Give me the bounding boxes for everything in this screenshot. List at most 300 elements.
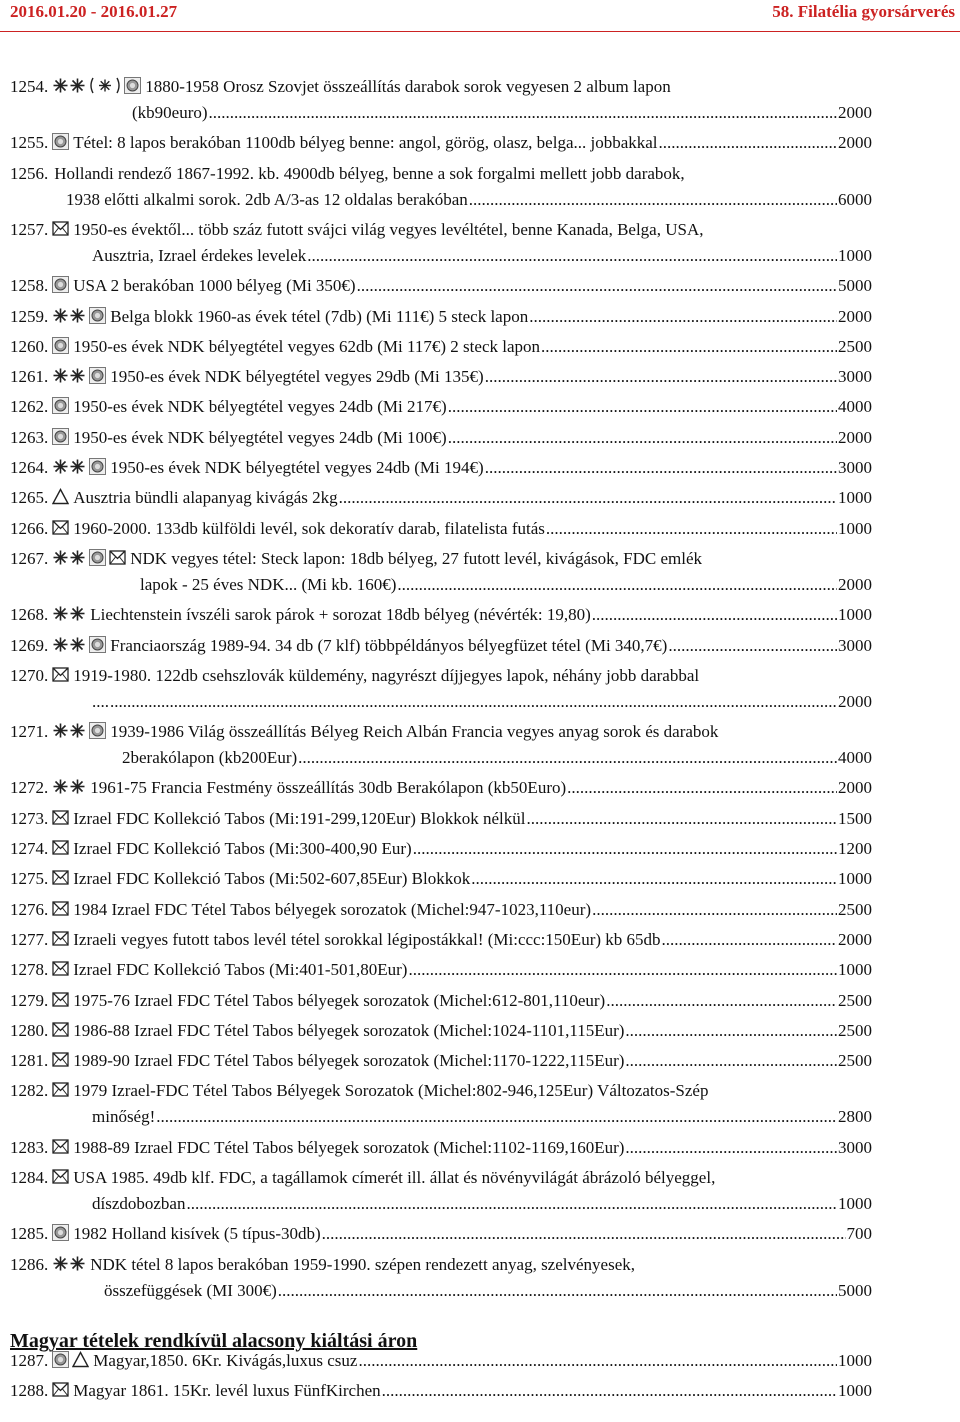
lot-number: 1265. [10, 488, 49, 508]
dot-leader [382, 1378, 837, 1404]
cover-icon [52, 869, 69, 886]
lot-number: 1276. [10, 899, 49, 919]
lot-number: 1263. [10, 427, 49, 447]
lot-description-end: minőség! [92, 1107, 156, 1127]
lot-description-end: (kb90euro) [132, 103, 208, 122]
lot-entry [10, 304, 872, 330]
lot-entry [10, 485, 872, 511]
lot-continuation-line [10, 572, 872, 598]
lot-price: 3000 [838, 1137, 872, 1157]
used-icon [89, 367, 106, 384]
lot-price: 1200 [838, 839, 872, 858]
lot-number: 1286. [10, 1254, 49, 1274]
lot-number: 1287. [10, 1350, 49, 1370]
lot-description-end: 1950-es évek NDK bélyegtétel vegyes 24db (Mi 100€) [73, 427, 447, 447]
lot-entry [10, 217, 872, 269]
lot-first-line [10, 394, 872, 420]
lot-description-end: összefüggések (MI 300€) [104, 1280, 277, 1300]
lot-entry [10, 1018, 872, 1044]
mnh-icon [52, 778, 86, 795]
dot-leader [110, 689, 837, 715]
lot-condition-icons [52, 276, 69, 293]
lot-first-line [10, 516, 872, 542]
lot-first-line [10, 927, 872, 953]
lot-number: 1270. [10, 665, 49, 685]
lot-description: NDK tétel 8 lapos berakóban 1959-1990. szépen rendezett anyag, szelvényesek, [90, 1254, 635, 1274]
lot-number: 1288. [10, 1381, 49, 1401]
lot-condition-icons [52, 605, 86, 622]
lot-entry [10, 394, 872, 420]
dot-leader [358, 1348, 837, 1374]
lot-price: 1000 [838, 605, 872, 625]
lot-condition-icons [52, 397, 69, 414]
lot-description-end: Belga blokk 1960-as évek tétel (7db) (Mi 111€) 5 steck lapon [110, 306, 529, 326]
dot-leader [567, 775, 837, 801]
lot-condition-icons [52, 1351, 89, 1368]
lot-description-end: lapok - 25 éves NDK... (Mi kb. 160€) [140, 574, 397, 594]
mnh-icon [52, 307, 86, 324]
lot-entry [10, 836, 872, 862]
lot-description-end: Izrael FDC Kollekció Tabos (Mi:191-299,120Eur) Blokkok nélkül [73, 808, 526, 828]
dot-leader [485, 455, 837, 481]
lot-number: 1255. [10, 133, 49, 153]
lot-entry [10, 1252, 872, 1304]
lot-number: 1285. [10, 1224, 49, 1244]
lot-price: 1000 [838, 245, 872, 265]
lot-first-line [10, 1018, 872, 1044]
lot-first-line [10, 897, 872, 923]
lot-entry [10, 719, 872, 771]
lot-price: 5000 [838, 276, 872, 296]
lot-price: 2500 [838, 1051, 872, 1071]
lot-entry [10, 1048, 872, 1074]
used-icon [52, 276, 69, 293]
dot-leader [606, 988, 837, 1014]
lot-condition-icons [52, 666, 69, 683]
dot-leader [625, 1018, 837, 1044]
lot-price: 2000 [838, 103, 872, 122]
lot-number: 1262. [10, 397, 49, 417]
lot-number: 1257. [10, 219, 49, 239]
mnh-icon [52, 458, 86, 475]
header-title: 58. Filatélia gyorsárverés [772, 2, 955, 21]
lot-first-line [10, 455, 872, 481]
used-icon [52, 1351, 69, 1368]
lot-price: 2000 [838, 133, 872, 153]
lot-number: 1282. [10, 1081, 49, 1101]
cover-icon [52, 1051, 69, 1068]
lot-price: 1000 [838, 1194, 872, 1213]
lot-description-end: Izrael FDC Kollekció Tabos (Mi:502-607,85Eur) Blokkok [73, 869, 471, 889]
lot-entry [10, 1221, 872, 1247]
lot-first-line [10, 1135, 872, 1161]
lot-entry [10, 74, 872, 126]
lot-first-line [10, 485, 872, 511]
lot-price: 1000 [838, 1350, 872, 1370]
lot-price: 6000 [838, 189, 872, 209]
lot-price: 2500 [838, 1020, 872, 1040]
cover-icon [52, 930, 69, 947]
lot-entry [10, 775, 872, 801]
cover-icon [109, 549, 126, 566]
lot-price: 1000 [838, 869, 872, 889]
lot-condition-icons [52, 220, 69, 237]
lot-condition-icons [52, 839, 69, 856]
lot-description-end: 1989-90 Izrael FDC Tétel Tabos bélyegek sorozatok (Michel:1170-1222,115Eur) [73, 1051, 625, 1071]
lot-price: 1000 [838, 488, 872, 508]
lot-first-line [10, 836, 872, 862]
lot-entry [10, 1378, 872, 1404]
lot-description-end: díszdobozban [92, 1194, 186, 1213]
lot-continuation-line [10, 1278, 872, 1304]
lot-number: 1261. [10, 367, 49, 387]
lot-first-line [10, 719, 872, 745]
used-icon [89, 307, 106, 324]
lot-number: 1266. [10, 518, 49, 538]
dot-leader [307, 243, 837, 269]
dot-leader [668, 633, 837, 659]
lot-first-line [10, 1078, 872, 1104]
lot-condition-icons [52, 488, 69, 505]
dot-leader [413, 836, 837, 862]
lot-first-line [10, 866, 872, 892]
lot-first-line [10, 364, 872, 390]
dot-leader [592, 897, 837, 923]
lot-entry [10, 455, 872, 481]
cutout-icon [72, 1351, 89, 1368]
lot-entry [10, 516, 872, 542]
lot-price: 2000 [838, 574, 872, 594]
dot-leader [546, 516, 837, 542]
lot-first-line [10, 775, 872, 801]
lot-price: 1000 [838, 960, 872, 980]
dot-leader [278, 1278, 837, 1304]
lot-number: 1254. [10, 77, 49, 96]
lot-first-line [10, 74, 872, 100]
lot-condition-icons [52, 367, 106, 384]
dot-leader [471, 866, 837, 892]
lot-description: 1919-1980. 122db csehszlovák küldemény, nagyrészt díjjegyes lapok, néhány jobb darabbal [73, 665, 700, 685]
lot-condition-icons [52, 1224, 69, 1241]
lot-description: 1939-1986 Világ összeállítás Bélyeg Reich Albán Francia vegyes anyag sorok és darabok [110, 722, 719, 742]
lot-description-end: Tétel: 8 lapos berakóban 1100db bélyeg benne: angol, görög, olasz, belga... jobbakkal [73, 133, 658, 153]
lot-condition-icons [52, 960, 69, 977]
cover-icon [52, 1021, 69, 1038]
lot-description-end: USA 2 berakóban 1000 bélyeg (Mi 350€) [73, 276, 356, 296]
lot-number: 1256. [10, 163, 49, 183]
lot-condition-icons [52, 809, 69, 826]
lot-condition-icons [52, 900, 69, 917]
lot-first-line [10, 425, 872, 451]
lot-description-end: 1950-es évek NDK bélyegtétel vegyes 24db (Mi 217€) [73, 397, 447, 417]
mnh-icon [52, 1255, 86, 1272]
lot-number: 1272. [10, 778, 49, 798]
mnh-icon [52, 722, 86, 739]
mnh-icon [52, 636, 86, 653]
lot-number: 1268. [10, 605, 49, 625]
cover-icon [52, 991, 69, 1008]
dot-leader [659, 130, 837, 156]
lot-condition-icons [52, 428, 69, 445]
lot-description-end: Izraeli vegyes futott tabos levél tétel sorokkal légipostákkal! (Mi:ccc:150Eur) kb 65db [73, 929, 661, 949]
lot-first-line [10, 130, 872, 156]
lot-entry [10, 866, 872, 892]
mnh-icon [52, 77, 86, 94]
lot-description-end: 1982 Holland kisívek (5 típus-30db) [73, 1224, 321, 1244]
lot-entry [10, 1165, 872, 1217]
used-icon [89, 458, 106, 475]
dot-leader [397, 572, 837, 598]
cover-icon [52, 1138, 69, 1155]
cover-icon [52, 220, 69, 237]
lot-description-end: Magyar 1861. 15Kr. levél luxus FünfKirchen [73, 1381, 381, 1401]
lot-number: 1280. [10, 1020, 49, 1040]
lot-entry [10, 425, 872, 451]
lot-price: 2000 [838, 691, 872, 711]
dot-leader [527, 806, 838, 832]
lot-price: 3000 [838, 635, 872, 655]
lot-price: 1000 [838, 1381, 872, 1401]
lot-entry [10, 161, 872, 213]
lot-description-end: 1984 Izrael FDC Tétel Tabos bélyegek sorozatok (Michel:947-1023,110eur) [73, 899, 592, 919]
hinged-icon [89, 77, 121, 94]
lot-condition-icons [52, 549, 126, 566]
lot-condition-icons [52, 307, 106, 324]
lot-description-end: Ausztria bündli alapanyag kivágás 2kg [73, 488, 338, 508]
lot-description-end: 1961-75 Francia Festmény összeállítás 30db Berakólapon (kb50Euro) [90, 778, 567, 798]
lot-price: 1000 [838, 518, 872, 538]
lot-number: 1271. [10, 722, 49, 742]
dot-leader [485, 364, 837, 390]
lot-price: 700 [846, 1224, 872, 1244]
lot-condition-icons [52, 930, 69, 947]
lot-description-end: 2berakólapon (kb200Eur) [122, 748, 298, 768]
lot-first-line [10, 304, 872, 330]
lot-condition-icons [52, 1168, 69, 1185]
lot-entry [10, 1078, 872, 1130]
cover-icon [52, 839, 69, 856]
lot-condition-icons [52, 77, 141, 94]
dot-leader [156, 1104, 837, 1130]
lot-condition-icons [52, 337, 69, 354]
lot-description-end: 1950-es évek NDK bélyegtétel vegyes 24db (Mi 194€) [110, 458, 484, 477]
lot-number: 1275. [10, 869, 49, 889]
lot-first-line [10, 273, 872, 299]
lot-price: 2000 [838, 427, 872, 447]
lot-first-line [10, 663, 872, 689]
lot-condition-icons [52, 1138, 69, 1155]
lot-condition-icons [52, 778, 86, 795]
cover-icon [52, 1168, 69, 1185]
lot-first-line [10, 334, 872, 360]
lot-entry [10, 602, 872, 628]
used-icon [52, 1224, 69, 1241]
lot-number: 1274. [10, 839, 49, 858]
cover-icon [52, 1081, 69, 1098]
cover-icon [52, 809, 69, 826]
lot-condition-icons [52, 1021, 69, 1038]
dot-leader [448, 425, 837, 451]
lot-description-end: Izrael FDC Kollekció Tabos (Mi:401-501,80Eur) [73, 960, 408, 980]
used-icon [52, 428, 69, 445]
lot-condition-icons [52, 458, 106, 475]
lot-continuation-line [10, 689, 872, 715]
lot-first-line [10, 602, 872, 628]
lot-number: 1281. [10, 1051, 49, 1071]
lot-description: 1979 Izrael-FDC Tétel Tabos Bélyegek Sorozatok (Michel:802-946,125Eur) Változatos-Szép [73, 1081, 709, 1101]
lot-continuation-line [10, 1191, 872, 1217]
lot-price: 2500 [838, 990, 872, 1010]
lot-description: USA 1985. 49db klf. FDC, a tagállamok címerét ill. állat és növényvilágát ábrázoló bélyeggel, [73, 1168, 716, 1187]
lot-price: 2800 [838, 1107, 872, 1127]
lot-continuation-line [10, 243, 872, 269]
lot-continuation-line [10, 745, 872, 771]
lot-price: 4000 [838, 397, 872, 417]
cover-icon [52, 666, 69, 683]
lot-first-line [10, 546, 872, 572]
lot-first-line [10, 1378, 872, 1404]
header-date: 2016.01.20 - 2016.01.27 [10, 2, 178, 21]
lot-first-line [10, 988, 872, 1014]
lot-first-line [10, 957, 872, 983]
dot-leader [625, 1048, 837, 1074]
lot-entry [10, 130, 872, 156]
lot-number: 1258. [10, 276, 49, 296]
lot-condition-icons [52, 636, 106, 653]
used-icon [52, 397, 69, 414]
lot-entry [10, 633, 872, 659]
dot-leader [529, 304, 837, 330]
lot-description: 1950-es évektől... több száz futott svájci világ vegyes levéltétel, benne Kanada, Belga, USA, [73, 219, 704, 239]
mnh-icon [52, 549, 86, 566]
dot-leader [469, 187, 837, 213]
lot-description-end: 1975-76 Izrael FDC Tétel Tabos bélyegek sorozatok (Michel:612-801,110eur) [73, 990, 606, 1010]
lot-description: Hollandi rendező 1867-1992. kb. 4900db bélyeg, benne a sok forgalmi mellett jobb darabok, [54, 163, 685, 183]
lot-number: 1264. [10, 458, 49, 477]
cover-icon [52, 1381, 69, 1398]
lot-condition-icons [52, 519, 69, 536]
lot-condition-icons [52, 722, 106, 739]
dot-leader [408, 957, 837, 983]
header-rule [0, 31, 960, 32]
used-icon [89, 636, 106, 653]
lot-condition-icons [52, 1081, 69, 1098]
lot-first-line [10, 161, 872, 187]
lot-description-end: Magyar,1850. 6Kr. Kivágás,luxus csuz [93, 1350, 358, 1370]
lot-description: NDK vegyes tétel: Steck lapon: 18db bélyeg, 27 futott levél, kivágások, FDC emlék [130, 548, 702, 568]
lot-entry [10, 546, 872, 598]
lot-condition-icons [52, 1381, 69, 1398]
lot-description-end: 1938 előtti alkalmi sorok. 2db A/3-as 12 oldalas berakóban [66, 189, 468, 209]
lot-description-end: Franciaország 1989-94. 34 db (7 klf) többpéldányos bélyegfüzet tétel (Mi 340,7€) [110, 635, 668, 655]
used-icon [52, 133, 69, 150]
lot-description-end: 1950-es évek NDK bélyegtétel vegyes 62db (Mi 117€) 2 steck lapon [73, 336, 541, 356]
lot-description-end: 1950-es évek NDK bélyegtétel vegyes 29db (Mi 135€) [110, 367, 484, 387]
cutout-icon [52, 488, 69, 505]
mnh-icon [52, 367, 86, 384]
lot-price: 2500 [838, 336, 872, 356]
lot-description-end: Izrael FDC Kollekció Tabos (Mi:300-400,90 Eur) [73, 839, 412, 858]
dot-leader [298, 745, 837, 771]
lot-price: 3000 [838, 458, 872, 477]
lot-entry [10, 897, 872, 923]
lot-condition-icons [52, 869, 69, 886]
lot-entry [10, 927, 872, 953]
cover-icon [52, 900, 69, 917]
lot-price: 2000 [838, 929, 872, 949]
dot-leader [625, 1135, 837, 1161]
lot-number: 1260. [10, 336, 49, 356]
lot-description-end: 1988-89 Izrael FDC Tétel Tabos bélyegek sorozatok (Michel:1102-1169,160Eur) [73, 1137, 625, 1157]
lot-entry [10, 806, 872, 832]
lot-first-line [10, 633, 872, 659]
lot-entry [10, 273, 872, 299]
lot-first-line [10, 217, 872, 243]
lot-entry [10, 988, 872, 1014]
dot-leader [209, 100, 837, 126]
lot-condition-icons [52, 133, 69, 150]
dot-leader [186, 1191, 837, 1217]
lot-entry [10, 663, 872, 715]
lot-description: 1880-1958 Orosz Szovjet összeállítás darabok sorok vegyesen 2 album lapon [145, 77, 671, 96]
lot-continuation-line [10, 1104, 872, 1130]
lot-price: 3000 [838, 367, 872, 387]
lot-price: 2000 [838, 306, 872, 326]
lot-continuation-line [10, 100, 872, 126]
page-header [0, 0, 960, 44]
section-title: Magyar tételek rendkívül alacsony kiáltási áron [10, 1330, 418, 1352]
lot-description-end: Ausztria, Izrael érdekes levelek [92, 245, 307, 265]
lot-first-line [10, 1252, 872, 1278]
lot-number: 1269. [10, 635, 49, 655]
lot-number: 1284. [10, 1168, 49, 1187]
used-icon [89, 549, 106, 566]
lot-condition-icons [52, 1255, 86, 1272]
lot-number: 1273. [10, 808, 49, 828]
lot-description-end: 1960-2000. 133db külföldi levél, sok dekoratív darab, filatelista futás [73, 518, 545, 538]
lot-condition-icons [52, 1051, 69, 1068]
lot-price: 1500 [838, 808, 872, 828]
lot-entry [10, 334, 872, 360]
lot-first-line [10, 1165, 872, 1191]
lot-first-line [10, 806, 872, 832]
lot-description-end: 1986-88 Izrael FDC Tétel Tabos bélyegek sorozatok (Michel:1024-1101,115Eur) [73, 1020, 625, 1040]
mnh-icon [52, 605, 86, 622]
lot-number: 1283. [10, 1137, 49, 1157]
dot-leader [541, 334, 837, 360]
dot-leader [322, 1221, 846, 1247]
cover-icon [52, 960, 69, 977]
lot-price: 5000 [838, 1280, 872, 1300]
lot-entry [10, 957, 872, 983]
used-icon [89, 722, 106, 739]
lot-price: 2500 [838, 899, 872, 919]
cover-icon [52, 519, 69, 536]
lot-number: 1277. [10, 929, 49, 949]
lot-condition-icons [52, 991, 69, 1008]
lot-number: 1259. [10, 306, 49, 326]
dot-leader [592, 602, 837, 628]
lot-price: 4000 [838, 748, 872, 768]
lot-number: 1267. [10, 548, 49, 568]
lot-price: 2000 [838, 778, 872, 798]
lot-first-line [10, 1221, 872, 1247]
dot-leader [357, 273, 837, 299]
lot-continuation-line [10, 187, 872, 213]
dot-leader [339, 485, 837, 511]
used-icon [124, 77, 141, 94]
lot-description-end: Liechtenstein ívszéli sarok párok + sorozat 18db bélyeg (névérték: 19,80) [90, 605, 591, 625]
